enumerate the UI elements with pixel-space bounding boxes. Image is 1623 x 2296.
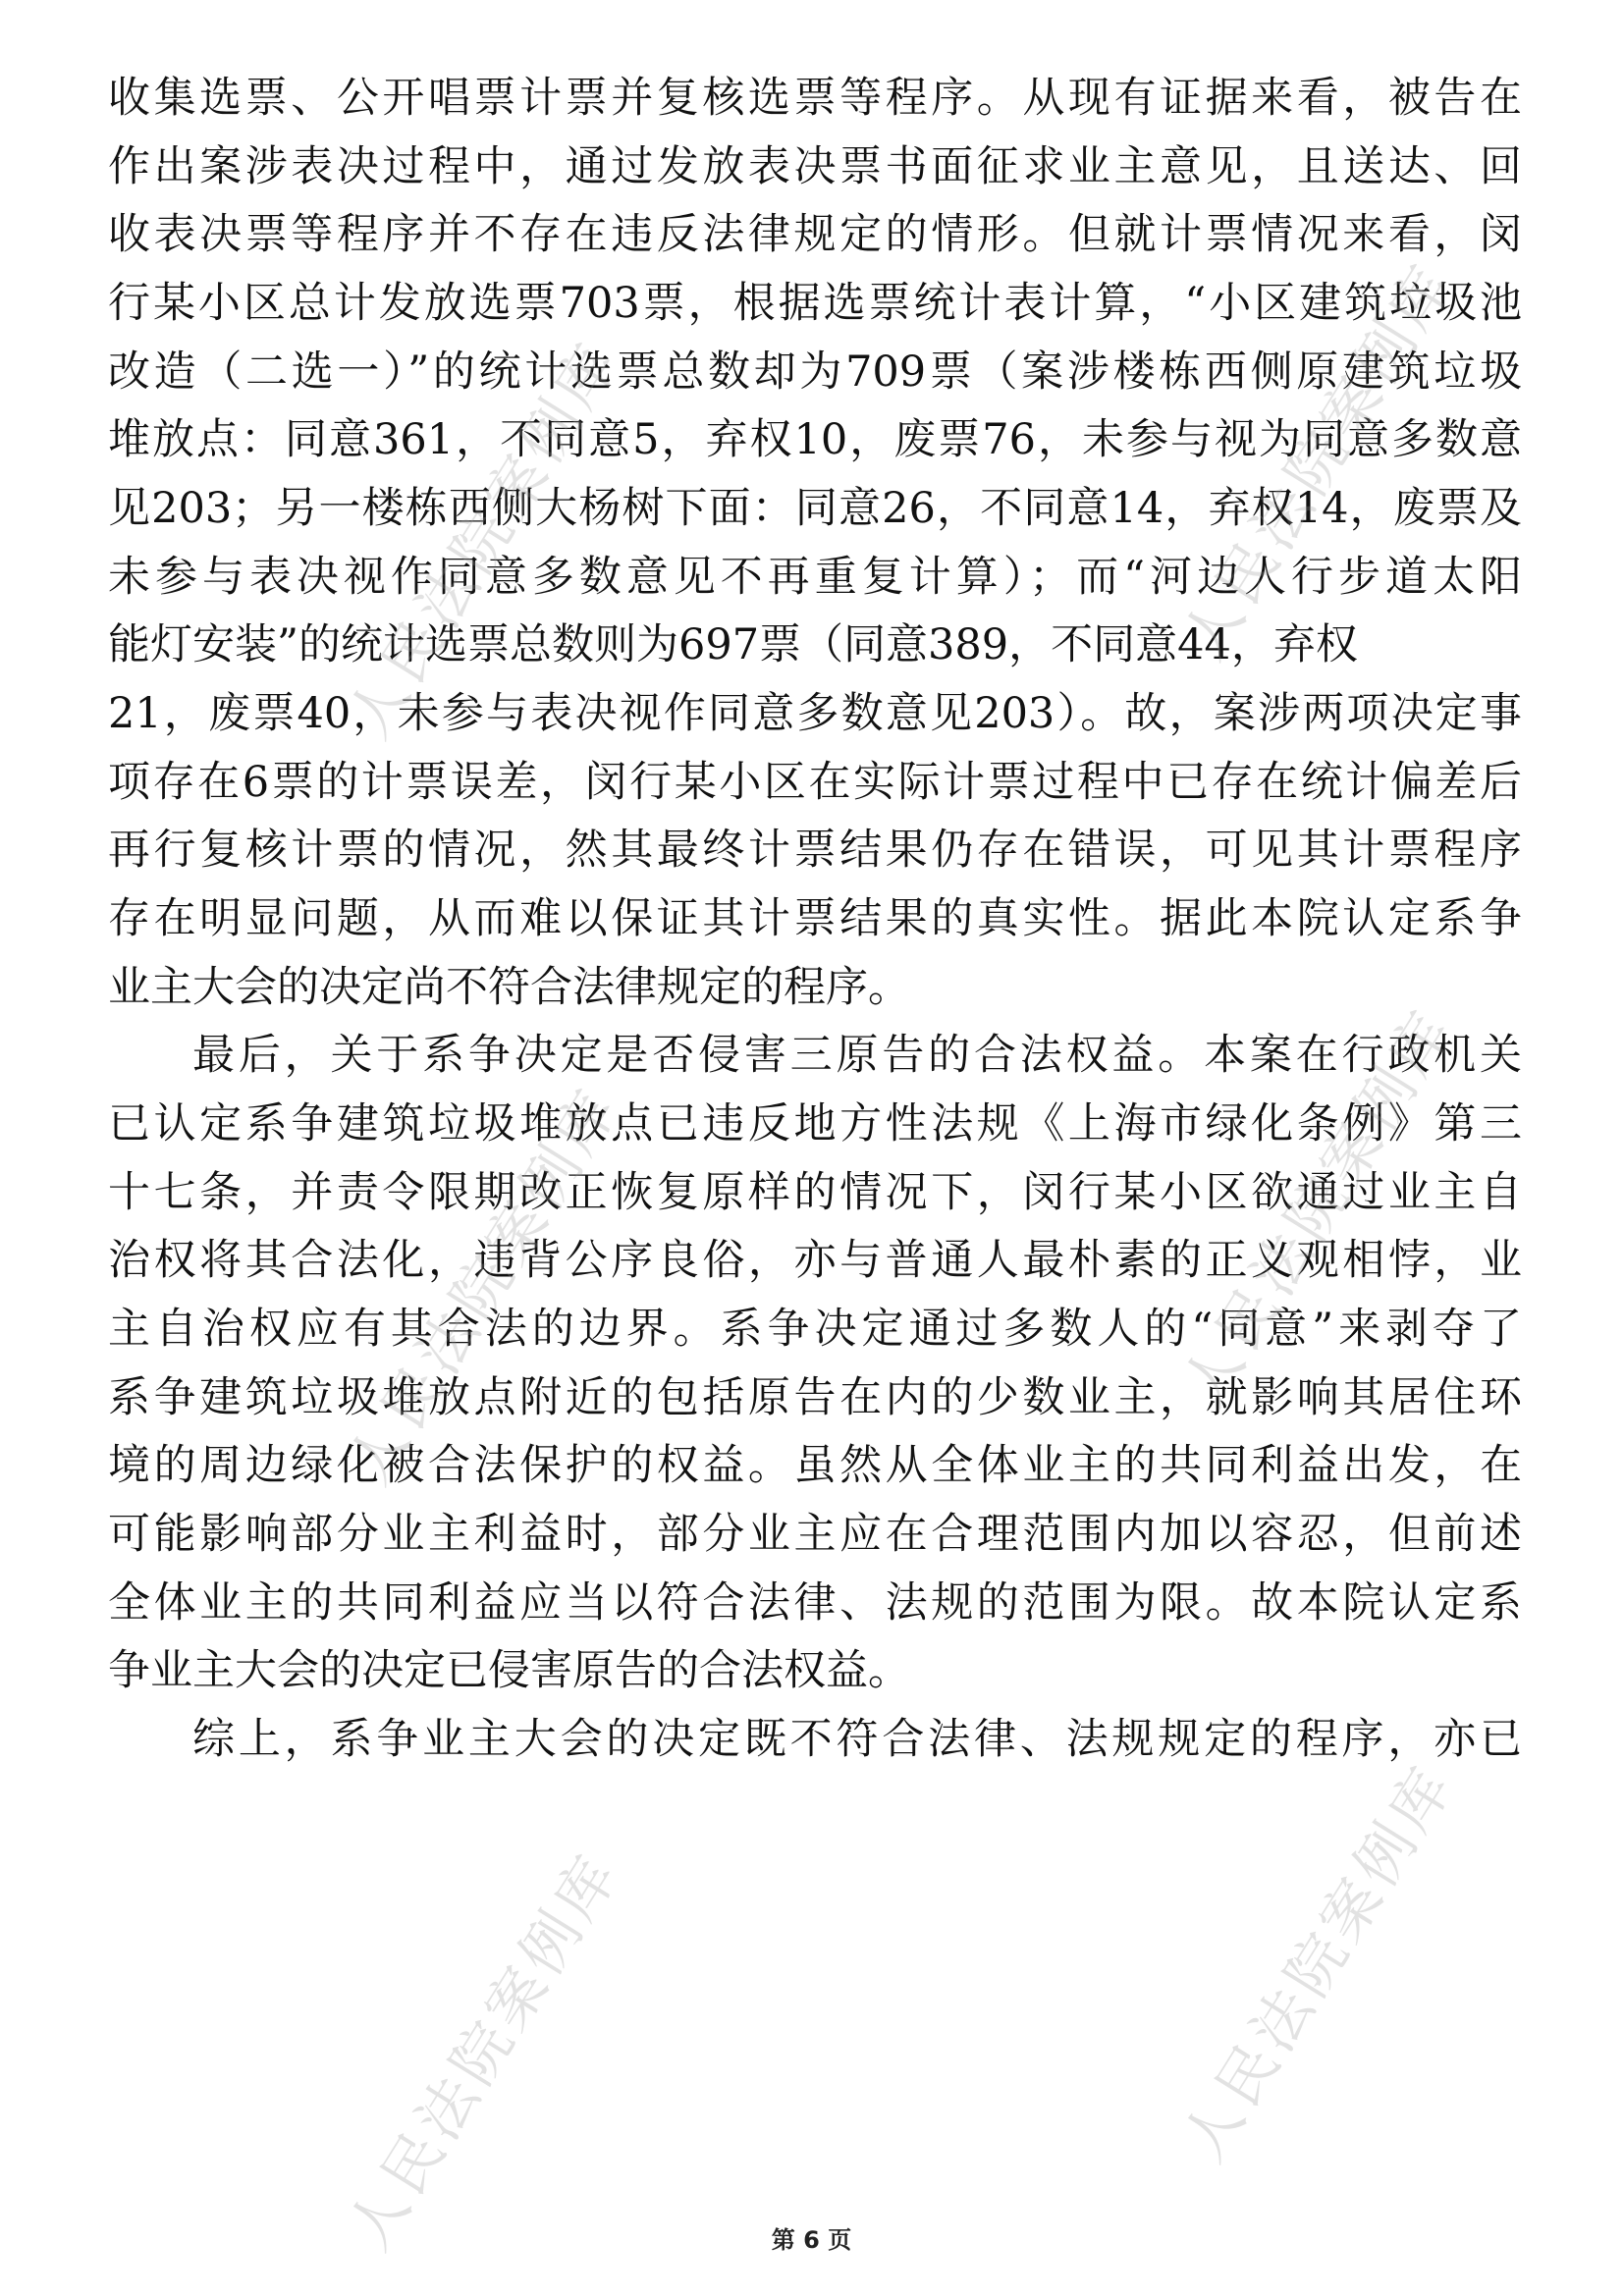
text-line: 存在明显问题，从而难以保证其计票结果的真实性。据此本院认定系争 [108, 894, 1522, 943]
watermark: 人民法院案例库 [1169, 250, 1469, 671]
text-line: 争业主大会的决定已侵害原告的合法权益。 [108, 1646, 910, 1695]
text-line: 能灯安装”的统计选票总数则为697票（同意389，不同意44，弃权 [108, 620, 1358, 669]
watermark: 人民法院案例库 [1169, 1752, 1469, 2173]
watermark: 人民法院案例库 [335, 1841, 634, 2262]
text-line: 21，废票40，未参与表决视作同意多数意见203）。故，案涉两项决定事 [108, 689, 1522, 738]
text-line: 行某小区总计发放选票703票，根据选票统计表计算，“小区建筑垃圾池 [108, 279, 1522, 328]
text-line: 未参与表决视作同意多数意见不再重复计算）；而“河边人行步道太阳 [108, 553, 1522, 602]
text-line: 已认定系争建筑垃圾堆放点已违反地方性法规《上海市绿化条例》第三 [108, 1099, 1522, 1148]
text-line: 收表决票等程序并不存在违反法律规定的情形。但就计票情况来看，闵 [108, 210, 1522, 259]
text-line: 项存在6票的计票误差，闵行某小区在实际计票过程中已存在统计偏差后 [108, 758, 1522, 807]
text-line: 十七条，并责令限期改正恢复原样的情况下，闵行某小区欲通过业主自 [108, 1168, 1522, 1217]
watermark: 人民法院案例库 [335, 329, 634, 750]
text-line: 收集选票、公开唱票计票并复核选票等程序。从现有证据来看，被告在 [108, 74, 1522, 123]
page-number: 第 6 页 [771, 2226, 852, 2254]
watermark: 人民法院案例库 [1169, 996, 1469, 1417]
text-line: 全体业主的共同利益应当以符合法律、法规的范围为限。故本院认定系 [108, 1578, 1522, 1628]
text-line: 再行复核计票的情况，然其最终计票结果仍存在错误，可见其计票程序 [108, 826, 1522, 875]
text-line: 业主大会的决定尚不符合法律规定的程序。 [108, 963, 910, 1012]
paragraph-first-line: 综上，系争业主大会的决定既不符合法律、法规规定的程序，亦已 [192, 1715, 1522, 1764]
text-line: 治权将其合法化，违背公序良俗，亦与普通人最朴素的正义观相悖，业 [108, 1236, 1522, 1285]
watermark: 人民法院案例库 [335, 1075, 634, 1496]
text-line: 作出案涉表决过程中，通过发放表决票书面征求业主意见，且送达、回 [108, 142, 1522, 191]
text-line: 主自治权应有其合法的边界。系争决定通过多数人的“同意”来剥夺了 [108, 1305, 1522, 1354]
text-line: 可能影响部分业主利益时，部分业主应在合理范围内加以容忍，但前述 [108, 1510, 1522, 1559]
text-line: 见203；另一楼栋西侧大杨树下面：同意26，不同意14，弃权14，废票及 [108, 484, 1522, 533]
text-line: 堆放点：同意361，不同意5，弃权10，废票76，未参与视为同意多数意 [108, 415, 1522, 464]
text-line: 改造（二选一）”的统计选票总数却为709票（案涉楼栋西侧原建筑垃圾 [108, 347, 1522, 397]
paragraph-first-line: 最后，关于系争决定是否侵害三原告的合法权益。本案在行政机关 [192, 1031, 1522, 1080]
text-line: 系争建筑垃圾堆放点附近的包括原告在内的少数业主，就影响其居住环 [108, 1373, 1522, 1422]
text-line: 境的周边绿化被合法保护的权益。虽然从全体业主的共同利益出发，在 [108, 1441, 1522, 1490]
